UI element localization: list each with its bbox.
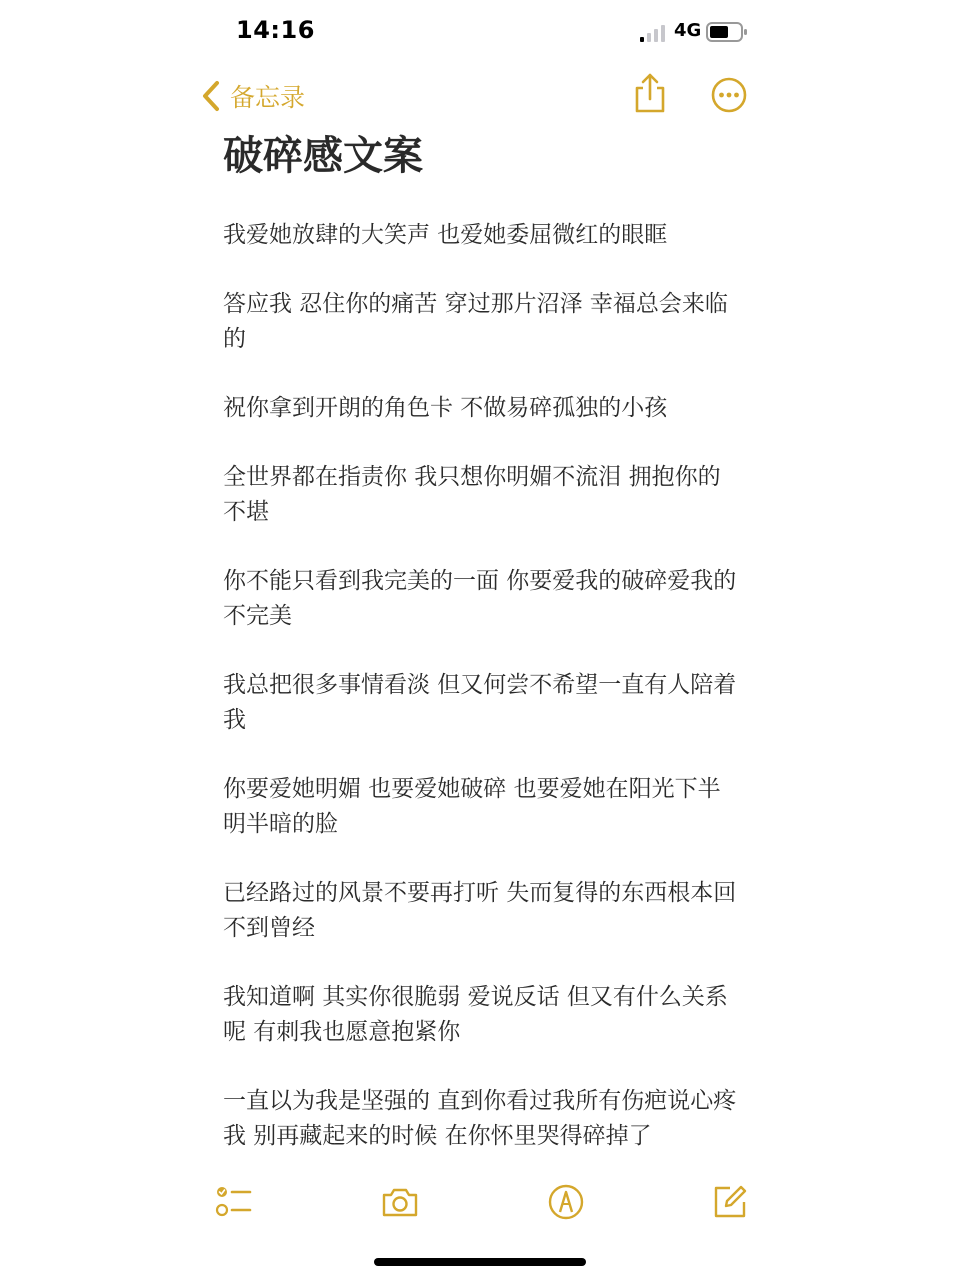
markup-pen-icon[interactable] [546, 1182, 586, 1222]
note-paragraph: 我知道啊 其实你很脆弱 爱说反话 但又有什么关系呢 有刺我也愿意抱紧你 [223, 984, 728, 1045]
battery-icon [706, 22, 748, 42]
status-bar [0, 0, 960, 64]
note-paragraph: 全世界都在指责你 我只想你明媚不流泪 拥抱你的不堪 [223, 464, 721, 525]
chevron-left-icon [200, 80, 222, 112]
note-paragraph: 我总把很多事情看淡 但又何尝不希望一直有人陪着我 [223, 672, 737, 733]
compose-icon[interactable] [710, 1182, 750, 1222]
note-paragraph: 已经路过的风景不要再打听 失而复得的东西根本回不到曾经 [223, 880, 737, 941]
camera-icon[interactable] [380, 1182, 420, 1222]
note-paragraph: 祝你拿到开朗的角色卡 不做易碎孤独的小孩 [223, 395, 668, 421]
note-paragraph: 你不能只看到我完美的一面 你要爱我的破碎爱我的不完美 [223, 568, 737, 629]
note-paragraph: 答应我 忍住你的痛苦 穿过那片沼泽 幸福总会来临的 [223, 291, 728, 352]
more-icon[interactable] [710, 76, 748, 114]
network-label: 4G [674, 20, 702, 41]
note-title[interactable]: 破碎感文案 [223, 133, 423, 179]
note-paragraph: 我爱她放肆的大笑声 也爱她委屈微红的眼眶 [223, 222, 668, 248]
signal-icon [640, 24, 668, 42]
back-button[interactable] [200, 76, 305, 116]
checklist-icon[interactable] [214, 1182, 254, 1222]
back-label: 备忘录 [230, 83, 306, 112]
note-paragraph: 你要爱她明媚 也要爱她破碎 也要爱她在阳光下半明半暗的脸 [223, 776, 721, 837]
status-time: 14:16 [236, 16, 315, 44]
note-body[interactable] [223, 218, 743, 1188]
share-icon[interactable] [632, 72, 668, 114]
note-paragraph: 一直以为我是坚强的 直到你看过我所有伤疤说心疼我 别再藏起来的时候 在你怀里哭得碎掉了 [223, 1088, 737, 1149]
home-indicator [374, 1258, 586, 1266]
